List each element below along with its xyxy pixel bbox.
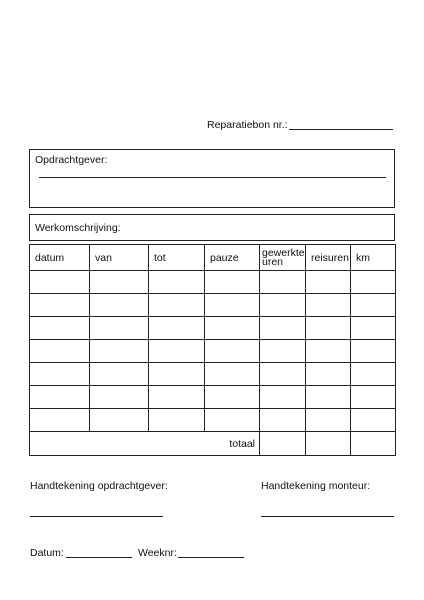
table-cell[interactable] — [351, 294, 396, 317]
total-label: totaal — [30, 432, 260, 456]
table-row — [30, 386, 396, 409]
column-header-datum: datum — [30, 245, 90, 271]
table-cell[interactable] — [30, 409, 90, 432]
table-cell[interactable] — [260, 294, 306, 317]
table-cell[interactable] — [205, 294, 260, 317]
table-cell[interactable] — [30, 317, 90, 340]
work-description-label: Werkomschrijving: — [35, 222, 121, 234]
table-cell[interactable] — [205, 409, 260, 432]
table-cell[interactable] — [90, 340, 149, 363]
table-cell[interactable] — [260, 271, 306, 294]
total-km-cell[interactable] — [351, 432, 396, 456]
table-cell[interactable] — [149, 271, 205, 294]
table-cell[interactable] — [30, 271, 90, 294]
table-cell[interactable] — [149, 317, 205, 340]
table-cell[interactable] — [205, 386, 260, 409]
table-cell[interactable] — [306, 340, 351, 363]
table-cell[interactable] — [306, 386, 351, 409]
table-cell[interactable] — [351, 271, 396, 294]
table-cell[interactable] — [90, 409, 149, 432]
table-cell[interactable] — [260, 363, 306, 386]
table-cell[interactable] — [351, 386, 396, 409]
technician-signature-label: Handtekening monteur: — [261, 480, 371, 492]
table-cell[interactable] — [30, 294, 90, 317]
table-cell[interactable] — [90, 294, 149, 317]
table-cell[interactable] — [149, 409, 205, 432]
table-cell[interactable] — [306, 271, 351, 294]
table-cell[interactable] — [90, 317, 149, 340]
table-row — [30, 409, 396, 432]
table-cell[interactable] — [90, 386, 149, 409]
table-row — [30, 294, 396, 317]
column-header-gewerkte-uren: gewerkte uren — [260, 245, 306, 271]
column-header-km: km — [351, 245, 396, 271]
table-cell[interactable] — [260, 409, 306, 432]
table-cell[interactable] — [306, 409, 351, 432]
table-cell[interactable] — [205, 363, 260, 386]
table-row — [30, 363, 396, 386]
client-field[interactable] — [39, 177, 386, 178]
week-label: Weeknr: — [138, 547, 177, 559]
table-cell[interactable] — [30, 340, 90, 363]
table-cell[interactable] — [149, 386, 205, 409]
table-cell[interactable] — [30, 386, 90, 409]
column-header-pauze: pauze — [205, 245, 260, 271]
table-cell[interactable] — [90, 363, 149, 386]
table-cell[interactable] — [90, 271, 149, 294]
table-cell[interactable] — [306, 294, 351, 317]
table-cell[interactable] — [306, 317, 351, 340]
table-cell[interactable] — [306, 363, 351, 386]
table-cell[interactable] — [205, 340, 260, 363]
table-cell[interactable] — [351, 409, 396, 432]
table-cell[interactable] — [149, 363, 205, 386]
total-hours-cell[interactable] — [260, 432, 306, 456]
client-signature-line[interactable] — [30, 516, 163, 517]
technician-signature-line[interactable] — [261, 516, 394, 517]
column-header-tot: tot — [149, 245, 205, 271]
table-cell[interactable] — [149, 294, 205, 317]
table-cell[interactable] — [351, 363, 396, 386]
table-cell[interactable] — [260, 386, 306, 409]
total-row — [30, 432, 396, 456]
table-row — [30, 340, 396, 363]
total-travel-cell[interactable] — [306, 432, 351, 456]
table-header-row — [30, 245, 396, 271]
table-cell[interactable] — [351, 340, 396, 363]
client-signature-label: Handtekening opdrachtgever: — [30, 480, 168, 492]
date-label: Datum: — [30, 547, 64, 559]
hours-log-table — [29, 244, 396, 456]
table-cell[interactable] — [30, 363, 90, 386]
date-field[interactable] — [66, 557, 132, 558]
table-cell[interactable] — [149, 340, 205, 363]
work-description-box[interactable] — [29, 214, 395, 241]
order-number-label: Reparatiebon nr.: — [207, 119, 288, 131]
table-cell[interactable] — [205, 271, 260, 294]
table-cell[interactable] — [260, 340, 306, 363]
table-cell[interactable] — [351, 317, 396, 340]
client-label: Opdrachtgever: — [35, 154, 108, 166]
table-cell[interactable] — [205, 317, 260, 340]
order-number-field[interactable] — [289, 129, 393, 130]
table-cell[interactable] — [260, 317, 306, 340]
column-header-reisuren: reisuren — [306, 245, 351, 271]
week-field[interactable] — [178, 557, 244, 558]
client-box — [29, 149, 395, 208]
table-row — [30, 317, 396, 340]
table-row — [30, 271, 396, 294]
column-header-van: van — [90, 245, 149, 271]
